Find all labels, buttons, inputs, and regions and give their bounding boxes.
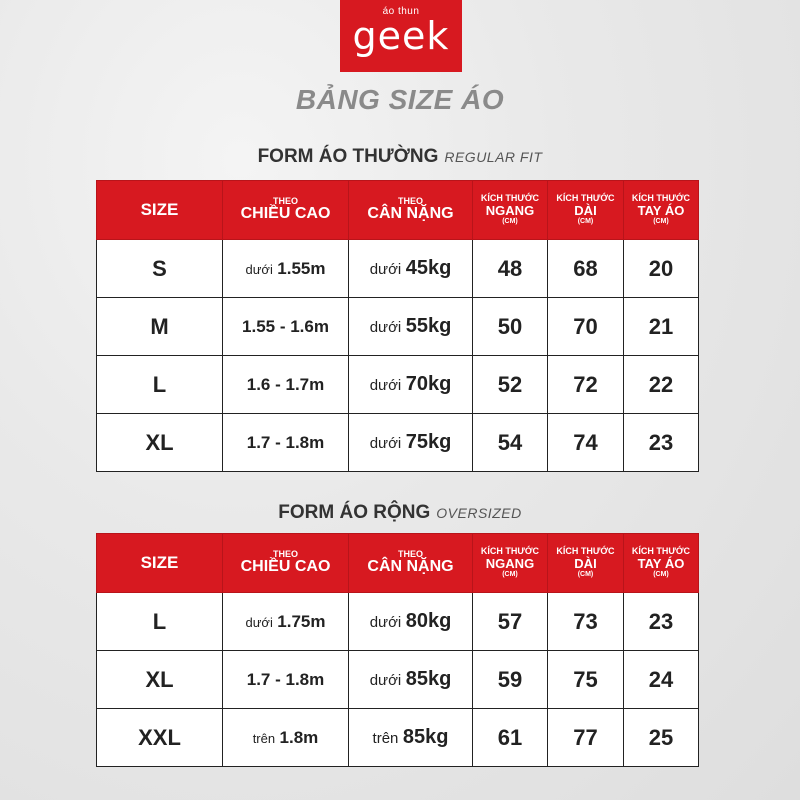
cell-sleeve: 20 xyxy=(624,240,699,298)
cell-weight: dưới 55kg xyxy=(349,298,473,356)
cell-height: dưới 1.55m xyxy=(223,240,349,298)
cell-size: M xyxy=(97,298,223,356)
header-width: KÍCH THƯỚC NGANG (CM) xyxy=(473,534,548,593)
section-title-oversized xyxy=(0,502,800,524)
cell-height: 1.7 - 1.8m xyxy=(223,651,349,709)
header-sleeve: KÍCH THƯỚC TAY ÁO (CM) xyxy=(624,181,699,240)
cell-height: 1.55 - 1.6m xyxy=(223,298,349,356)
cell-height: 1.7 - 1.8m xyxy=(223,414,349,472)
cell-weight: dưới 70kg xyxy=(349,356,473,414)
header-size: SIZE xyxy=(97,181,223,240)
brand-logo xyxy=(340,0,462,72)
cell-width: 61 xyxy=(473,709,548,767)
header-width: KÍCH THƯỚC NGANG (CM) xyxy=(473,181,548,240)
cell-width: 50 xyxy=(473,298,548,356)
cell-size: L xyxy=(97,593,223,651)
table-header-row xyxy=(97,181,699,240)
cell-size: S xyxy=(97,240,223,298)
cell-sleeve: 24 xyxy=(624,651,699,709)
cell-width: 54 xyxy=(473,414,548,472)
cell-size: XL xyxy=(97,651,223,709)
cell-length: 74 xyxy=(548,414,624,472)
brand-name: geek xyxy=(352,14,450,58)
cell-sleeve: 21 xyxy=(624,298,699,356)
size-table-regular xyxy=(96,180,699,472)
header-weight: THEO CÂN NẶNG xyxy=(349,534,473,593)
cell-size: XXL xyxy=(97,709,223,767)
table-row xyxy=(97,593,699,651)
cell-height: dưới 1.75m xyxy=(223,593,349,651)
size-table-oversized xyxy=(96,533,699,767)
section-subtitle: REGULAR FIT xyxy=(444,149,543,165)
cell-size: XL xyxy=(97,414,223,472)
cell-sleeve: 23 xyxy=(624,414,699,472)
cell-length: 75 xyxy=(548,651,624,709)
header-length: KÍCH THƯỚC DÀI (CM) xyxy=(548,534,624,593)
section-subtitle: OVERSIZED xyxy=(436,505,522,521)
table-row xyxy=(97,356,699,414)
table-row xyxy=(97,298,699,356)
cell-width: 59 xyxy=(473,651,548,709)
table-row xyxy=(97,240,699,298)
cell-width: 52 xyxy=(473,356,548,414)
header-weight: THEO CÂN NẶNG xyxy=(349,181,473,240)
cell-length: 70 xyxy=(548,298,624,356)
header-size: SIZE xyxy=(97,534,223,593)
table-row xyxy=(97,651,699,709)
cell-length: 77 xyxy=(548,709,624,767)
header-length: KÍCH THƯỚC DÀI (CM) xyxy=(548,181,624,240)
cell-length: 72 xyxy=(548,356,624,414)
table-header-row xyxy=(97,534,699,593)
cell-weight: dưới 45kg xyxy=(349,240,473,298)
table-row xyxy=(97,414,699,472)
cell-sleeve: 22 xyxy=(624,356,699,414)
cell-weight: dưới 75kg xyxy=(349,414,473,472)
cell-weight: dưới 80kg xyxy=(349,593,473,651)
cell-weight: dưới 85kg xyxy=(349,651,473,709)
header-sleeve: KÍCH THƯỚC TAY ÁO (CM) xyxy=(624,534,699,593)
cell-length: 73 xyxy=(548,593,624,651)
section-title-regular xyxy=(0,146,800,168)
cell-height: trên 1.8m xyxy=(223,709,349,767)
section-title-text: FORM ÁO THƯỜNG xyxy=(257,146,439,167)
header-height: THEO CHIỀU CAO xyxy=(223,181,349,240)
page-title: BẢNG SIZE ÁO xyxy=(295,84,505,115)
brand-tagline: áo thun xyxy=(382,6,420,17)
cell-sleeve: 23 xyxy=(624,593,699,651)
cell-length: 68 xyxy=(548,240,624,298)
cell-weight: trên 85kg xyxy=(349,709,473,767)
cell-width: 48 xyxy=(473,240,548,298)
cell-height: 1.6 - 1.7m xyxy=(223,356,349,414)
table-row xyxy=(97,709,699,767)
cell-sleeve: 25 xyxy=(624,709,699,767)
cell-size: L xyxy=(97,356,223,414)
section-title-text: FORM ÁO RỘNG xyxy=(278,502,431,523)
cell-width: 57 xyxy=(473,593,548,651)
header-height: THEO CHIỀU CAO xyxy=(223,534,349,593)
